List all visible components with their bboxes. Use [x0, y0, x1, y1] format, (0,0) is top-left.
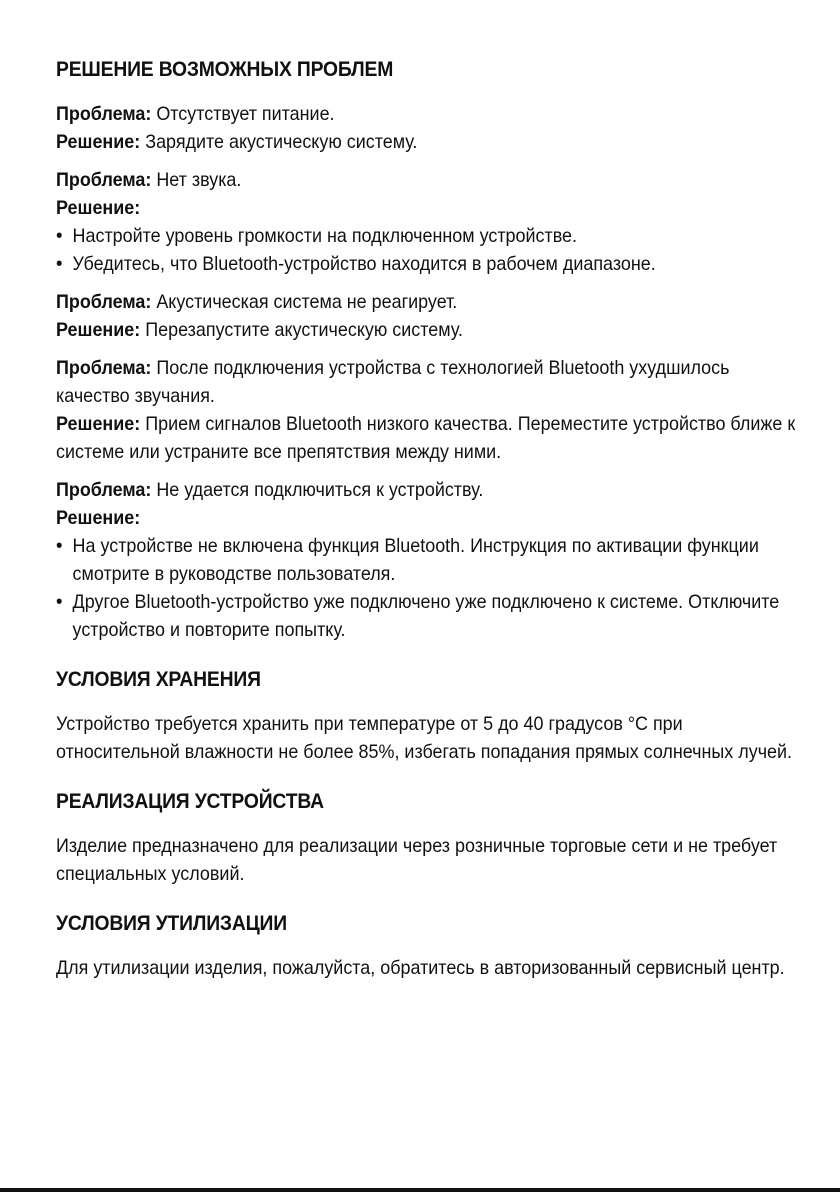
solution-bullet: • Настройте уровень громкости на подключенном устройстве. — [56, 222, 796, 250]
problem-text: Нет звука. — [156, 169, 242, 191]
solution-list — [56, 222, 796, 278]
storage-heading: УСЛОВИЯ ХРАНЕНИЯ — [56, 668, 261, 691]
problem-text: Акустическая система не реагирует. — [156, 291, 458, 313]
solution-text: Перезапустите акустическую систему. — [145, 319, 463, 341]
page-bottom-rule — [0, 1188, 840, 1192]
sales-text: Изделие предназначено для реализации через розничные торговые сети и не требует специальных условий. — [56, 835, 778, 885]
disposal-heading: УСЛОВИЯ УТИЛИЗАЦИИ — [56, 912, 287, 935]
solution-label: Решение: — [56, 507, 141, 529]
problem-label: Проблема: — [56, 291, 152, 313]
solution-label: Решение: — [56, 197, 141, 219]
problem-block — [56, 288, 796, 344]
problem-text: После подключения устройства с технологией Bluetooth ухудшилось качество звучания. — [56, 357, 730, 407]
solution-bullet: • Другое Bluetooth-устройство уже подключено уже подключено к системе. Отключите устройство и повторите попытку. — [56, 588, 796, 644]
problem-label: Проблема: — [56, 169, 152, 191]
solution-label: Решение: — [56, 131, 141, 153]
problem-block — [56, 100, 796, 156]
solution-bullet: • Убедитесь, что Bluetooth-устройство находится в рабочем диапазоне. — [56, 250, 796, 278]
problem-block — [56, 166, 796, 278]
solution-bullet: • На устройстве не включена функция Bluetooth. Инструкция по активации функции смотрите в руководстве пользователя. — [56, 532, 796, 588]
manual-page — [56, 56, 796, 982]
solution-label: Решение: — [56, 319, 141, 341]
troubleshooting-heading: РЕШЕНИЕ ВОЗМОЖНЫХ ПРОБЛЕМ — [56, 58, 394, 81]
problem-block — [56, 476, 796, 644]
sales-heading: РЕАЛИЗАЦИЯ УСТРОЙСТВА — [56, 790, 324, 813]
solution-label: Решение: — [56, 413, 141, 435]
problem-text: Отсутствует питание. — [156, 103, 335, 125]
problem-label: Проблема: — [56, 357, 152, 379]
storage-text: Устройство требуется хранить при температуре от 5 до 40 градусов °С при относительной влажности не более 85%, избегать попадания прямых солнечных лучей. — [56, 713, 793, 763]
solution-text: Зарядите акустическую систему. — [145, 131, 418, 153]
solution-list — [56, 532, 796, 644]
problem-label: Проблема: — [56, 103, 152, 125]
problem-label: Проблема: — [56, 479, 152, 501]
problem-block — [56, 354, 796, 466]
solution-text: Прием сигналов Bluetooth низкого качества. Переместите устройство ближе к системе или устраните все препятствия между ними. — [56, 413, 796, 463]
problem-text: Не удается подключиться к устройству. — [156, 479, 484, 501]
disposal-text: Для утилизации изделия, пожалуйста, обратитесь в авторизованный сервисный центр. — [56, 957, 785, 979]
